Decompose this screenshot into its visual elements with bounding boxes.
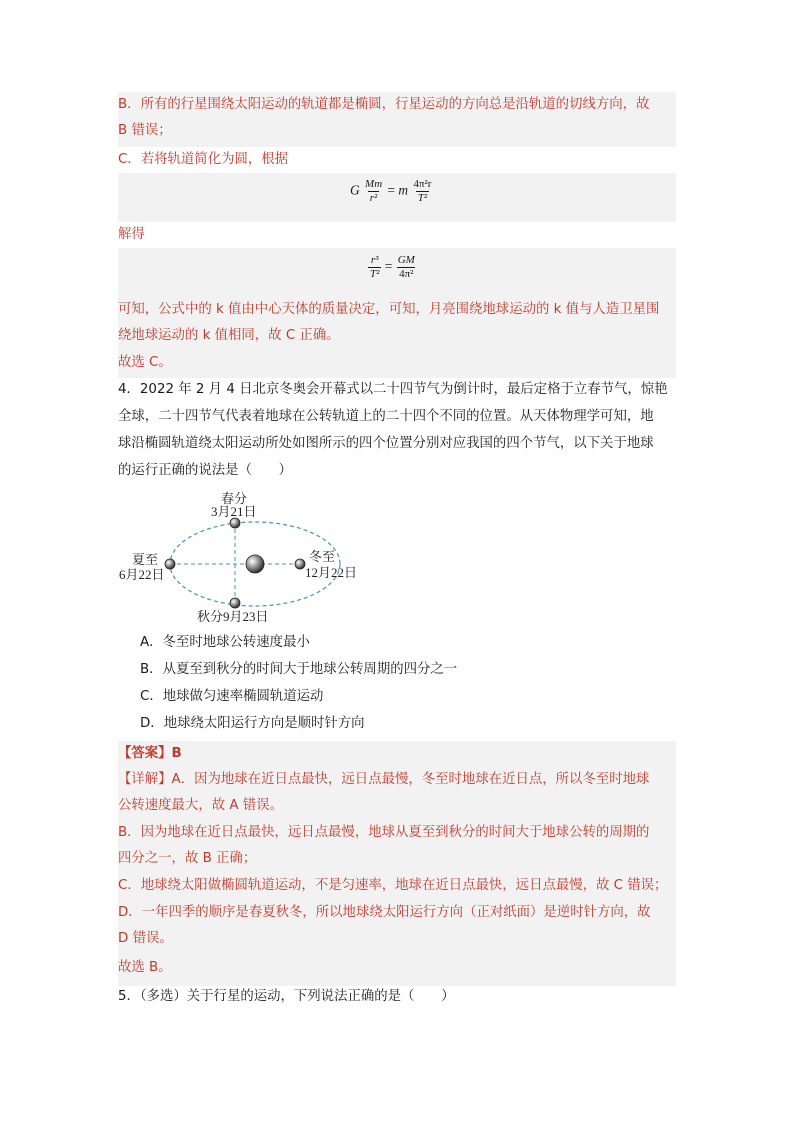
detail-c: C．地球绕太阳做椭圆轨道运动，不是匀速率，地球在近日点最快，远日点最慢，故 C 错误； [118, 878, 668, 893]
label-spring-date: 3月21日 [211, 504, 257, 519]
question4-line3: 球沿椭圆轨道绕太阳运动所处如图所示的四个位置分别对应我国的四个节气，以下关于地球 [118, 436, 654, 451]
formula-gravitation: G $\frac{Mm}{\text{r²}}$ = m $\frac{\text{4π²r}}{\text{T²}}$ [350, 178, 432, 204]
question4-conclusion: 故选 B。 [118, 960, 172, 975]
earth-summer-icon [165, 559, 175, 569]
earth-autumn-icon [230, 598, 240, 608]
question5-line1: 5．（多选）关于行星的运动，下列说法正确的是（ ） [118, 989, 455, 1004]
detail-d-line2: D 错误。 [118, 931, 173, 946]
detail-a-line1: 【详解】A．因为地球在近日点最快，远日点最慢，冬至时地球在近日点，所以冬至时地球 [118, 772, 650, 787]
question4-line2: 全球，二十四节气代表着地球在公转轨道上的二十四个不同的位置。从天体物理学可知，地 [118, 409, 654, 424]
analysis-b-line2: B 错误； [118, 123, 172, 138]
formula-kepler-third: $\frac{\text{r³}}{\text{T²}}$ = $\frac{GM}{\text{4π²}}$ [370, 254, 415, 280]
analysis-c-line2: 绕地球运动的 k 值相同，故 C 正确。 [118, 328, 340, 343]
earth-spring-icon [230, 518, 240, 528]
label-spring-name: 春分 [221, 491, 248, 506]
label-winter-name: 冬至 [309, 549, 336, 564]
label-winter-date: 12月22日 [305, 565, 358, 580]
earth-winter-icon [295, 559, 305, 569]
detail-a-line2: 公转速度最大，故 A 错误。 [118, 798, 283, 813]
analysis-b-line1: B．所有的行星围绕太阳运动的轨道都是椭圆，行星运动的方向总是沿轨道的切线方向，故 [118, 97, 650, 112]
label-summer-name: 夏至 [132, 552, 159, 567]
analysis-c-intro: C．若将轨道简化为圆，根据 [118, 147, 676, 173]
sun-icon [246, 555, 264, 573]
analysis-conclusion: 故选 C。 [118, 355, 172, 370]
option-b[interactable]: B．从夏至到秋分的时间大于地球公转周期的四分之一 [140, 662, 458, 677]
label-autumn: 秋分9月23日 [197, 609, 269, 624]
analysis-solve-label: 解得 [118, 222, 676, 248]
label-summer-date: 6月22日 [119, 567, 165, 582]
detail-b-line2: 四分之一，故 B 正确； [118, 851, 257, 866]
option-d[interactable]: D．地球绕太阳运行方向是顺时针方向 [140, 716, 365, 731]
orbit-diagram [115, 488, 375, 628]
option-c[interactable]: C．地球做匀速率椭圆轨道运动 [140, 689, 324, 704]
question4-line1: 4．2022 年 2 月 4 日北京冬奥会开幕式以二十四节气为倒计时，最后定格于立春节气，惊艳 [118, 382, 668, 397]
question4-line4: 的运行正确的说法是（ ） [118, 463, 293, 478]
detail-d-line1: D．一年四季的顺序是春夏秋冬，所以地球绕太阳运行方向（正对纸面）是逆时针方向，故 [118, 905, 651, 920]
answer-label: 【答案】B [118, 746, 182, 761]
option-a[interactable]: A．冬至时地球公转速度最小 [140, 635, 310, 650]
detail-b-line1: B．因为地球在近日点最快，远日点最慢，地球从夏至到秋分的时间大于地球公转的周期的 [118, 825, 650, 840]
analysis-c-line1: 可知，公式中的 k 值由中心天体的质量决定，可知，月亮围绕地球运动的 k 值与人造卫星围 [118, 302, 660, 317]
